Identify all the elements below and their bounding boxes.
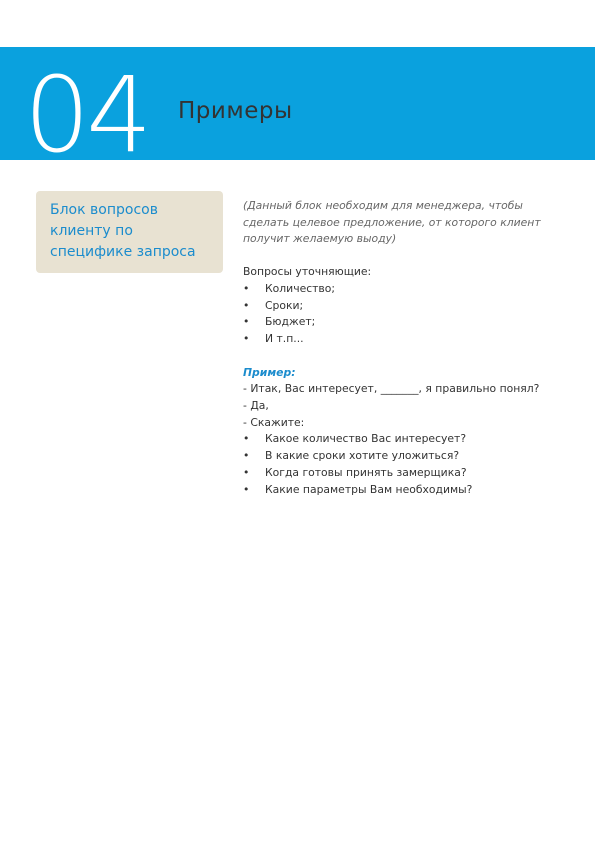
questions-list bbox=[243, 281, 573, 348]
list-item: • В какие сроки хотите уложиться? bbox=[243, 448, 573, 465]
sidebar-callout-box bbox=[36, 191, 223, 273]
list-item: • Какие параметры Вам необходимы? bbox=[243, 482, 573, 499]
header-band bbox=[0, 47, 595, 160]
dialog-line: - Да, bbox=[243, 399, 269, 413]
list-item: • Какое количество Вас интересует? bbox=[243, 431, 573, 448]
sidebar-callout-text: Блок вопросов клиенту по специфике запроса bbox=[50, 202, 196, 260]
list-item: • Когда готовы принять замерщика? bbox=[243, 465, 573, 482]
list-item: • Бюджет; bbox=[243, 314, 573, 331]
content-column bbox=[243, 198, 573, 498]
list-item: • Количество; bbox=[243, 281, 573, 298]
example-label: Пример: bbox=[243, 365, 296, 379]
intro-note: (Данный блок необходим для менеджера, чтобы сделать целевое предложение, от которого клиент получит желаемую выоду) bbox=[243, 199, 541, 246]
example-questions-list bbox=[243, 431, 573, 498]
list-item: • Сроки; bbox=[243, 298, 573, 315]
section-number: 04 bbox=[24, 54, 149, 160]
list-item: • И т.п... bbox=[243, 331, 573, 348]
dialog-line: - Скажите: bbox=[243, 415, 305, 429]
dialog-line: - Итак, Вас интересует, _______, я правильно понял? bbox=[243, 382, 540, 396]
section-title: Примеры bbox=[178, 98, 293, 124]
questions-heading: Вопросы уточняющие: bbox=[243, 265, 372, 279]
